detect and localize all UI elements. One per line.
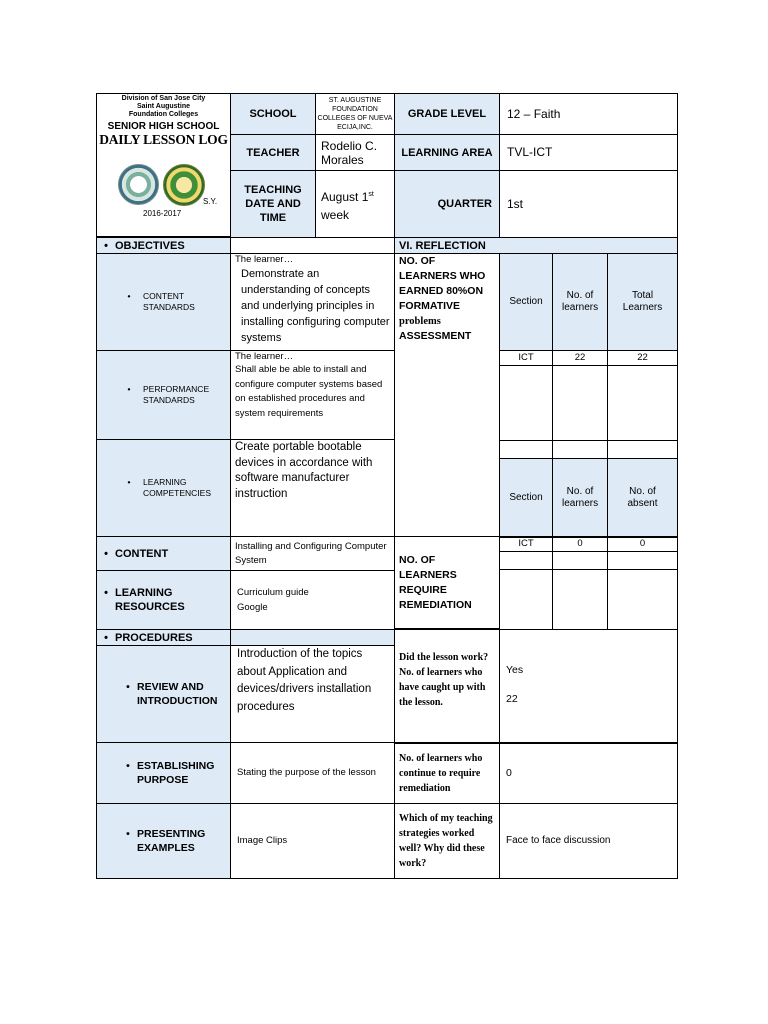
earned-80-label-2: problems	[399, 316, 441, 327]
t1-row-learners	[552, 350, 608, 366]
sy-label: S.Y.	[203, 197, 218, 206]
learning-competencies-label-cell: • LEARNING COMPETENCIES	[96, 439, 231, 537]
reflection-heading-cell	[394, 237, 678, 254]
date-value-cell	[315, 170, 395, 238]
review-value-cell	[230, 645, 395, 743]
t1-header-total-text: Total Learners	[622, 290, 663, 313]
purpose-label: ESTABLISHING PURPOSE	[137, 760, 215, 786]
division-seal-logo	[163, 164, 205, 206]
quarter-label: QUARTER	[437, 198, 492, 210]
objectives-blank-cell	[230, 237, 395, 254]
log-title: DAILY LESSON LOG	[99, 132, 228, 147]
t1-empty-cell	[499, 440, 553, 459]
quarter-label-cell	[394, 170, 500, 238]
school-label: SCHOOL	[249, 108, 297, 120]
earned-80-label-3: ASSESSMENT	[399, 330, 472, 342]
t1-empty-cell	[607, 440, 678, 459]
division-name: Division of San Jose City	[121, 95, 206, 102]
t1-empty-cell	[607, 365, 678, 441]
t2-header-section	[499, 458, 553, 538]
log-header-cell	[96, 93, 231, 237]
t2-empty-cell	[607, 551, 678, 570]
t1-header-learners-text: No. of learners	[562, 290, 599, 313]
caught-up-value: 22	[506, 693, 518, 705]
t2-row-absent	[607, 536, 678, 552]
lesson-work-label: Did the lesson work?	[399, 652, 489, 663]
continue-label: No. of learners who continue to require remediation	[399, 752, 483, 794]
t1-row-total-text: 22	[637, 352, 648, 363]
content-standards-label-cell: • CONTENT STANDARDS	[96, 253, 231, 351]
reflection-heading: VI. REFLECTION	[399, 239, 486, 252]
t2-header-absent	[607, 458, 678, 538]
grade-value-cell	[499, 93, 678, 135]
quarter-value-cell	[499, 170, 678, 238]
t2-row-absent-text: 0	[639, 538, 646, 549]
t1-empty-cell	[499, 365, 553, 441]
examples-text: Image Clips	[237, 835, 288, 846]
content-label: CONTENT	[115, 547, 169, 560]
content-value: Installing and Configuring Computer System	[235, 540, 387, 566]
resources-label-cell: • LEARNING RESOURCES	[96, 570, 231, 630]
quarter-value: 1st	[507, 196, 524, 211]
content-standards-intro: The learner…	[235, 254, 294, 265]
lesson-work-value-cell	[499, 629, 678, 744]
t1-row-learners-text: 22	[574, 352, 586, 363]
resources-value-cell	[230, 570, 395, 630]
school-seal-logo	[118, 164, 159, 205]
purpose-label-cell: • ESTABLISHING PURPOSE	[96, 742, 231, 804]
t1-header-section-text: Section	[509, 296, 543, 307]
t1-header-learners	[552, 253, 608, 351]
procedures-blank-cell	[230, 629, 395, 646]
content-standards-text: Demonstrate an understanding of concepts and underlying principles in installing configuring computer systems	[241, 268, 390, 344]
performance-standards-value-cell	[230, 350, 395, 440]
earned-80-label-cell	[394, 253, 500, 537]
performance-standards-text: Shall able be able to install and configure computer systems based on established procedures and system requirements	[235, 364, 383, 419]
teacher-label: TEACHER	[246, 146, 300, 159]
t1-empty-cell	[552, 440, 608, 459]
content-value-cell	[230, 536, 395, 571]
performance-standards-label: PERFORMANCE STANDARDS	[143, 384, 210, 405]
grade-label-cell	[394, 93, 500, 135]
t2-row-section-text: ICT	[518, 538, 534, 549]
resources-value-2: Google	[237, 602, 268, 613]
review-text: Introduction of the topics about Application and devices/drivers installation procedures	[237, 648, 372, 713]
t2-header-learners-text: No. of learners	[562, 486, 599, 509]
school-label-cell	[230, 93, 316, 135]
content-standards-label: CONTENT STANDARDS	[143, 291, 195, 312]
strategies-value: Face to face discussion	[506, 835, 611, 846]
grade-value: 12 – Faith	[507, 106, 561, 121]
purpose-value-cell	[230, 742, 395, 804]
teacher-value-cell	[315, 134, 395, 171]
performance-standards-intro: The learner…	[235, 351, 294, 362]
teacher-label-cell	[230, 134, 316, 171]
area-label: LEARNING AREA	[401, 146, 493, 159]
shs-label: SENIOR HIGH SCHOOL	[107, 121, 220, 132]
caught-up-label: No. of learners who have caught up with the lesson.	[399, 667, 486, 708]
continue-value-cell	[499, 742, 678, 804]
procedures-heading: PROCEDURES	[115, 631, 193, 644]
lesson-work-label-cell	[394, 629, 500, 744]
continue-value: 0	[506, 767, 512, 779]
earned-80-label-1: NO. OF LEARNERS WHO EARNED 80%ON FORMATIVE	[399, 255, 486, 312]
t2-empty-cell	[552, 551, 608, 570]
objectives-heading: OBJECTIVES	[115, 239, 185, 252]
resources-label: LEARNING RESOURCES	[115, 587, 185, 613]
examples-label-cell: • PRESENTING EXAMPLES	[96, 803, 231, 879]
t2-row-section	[499, 536, 553, 552]
school-value: ST. AUGUSTINE FOUNDATION COLLEGES OF NUEVA ECIJA,INC.	[317, 97, 393, 131]
review-label: REVIEW AND INTRODUCTION	[137, 681, 218, 707]
school-value-cell	[315, 93, 395, 135]
t1-header-section	[499, 253, 553, 351]
examples-value-cell	[230, 803, 395, 879]
learning-competencies-label: LEARNING COMPETENCIES	[143, 477, 212, 498]
date-value	[321, 190, 374, 222]
learning-competencies-value-cell	[230, 439, 395, 537]
grade-label: GRADE LEVEL	[407, 108, 487, 120]
t2-row-learners-text: 0	[577, 538, 583, 549]
t2-row-learners	[552, 536, 608, 552]
t2-header-absent-text: No. of absent	[627, 486, 658, 509]
strategies-label-cell	[394, 803, 500, 879]
t2-empty-cell	[499, 551, 553, 570]
date-label-cell	[230, 170, 316, 238]
date-value-pre: August 1	[321, 190, 369, 204]
examples-label: PRESENTING EXAMPLES	[137, 828, 206, 854]
daily-lesson-log-form	[96, 93, 678, 879]
lesson-work-value: Yes	[506, 664, 524, 676]
procedures-heading-cell: • PROCEDURES	[96, 629, 231, 646]
date-label: TEACHING DATE AND TIME	[244, 184, 302, 224]
t1-row-section	[499, 350, 553, 366]
t2-header-section-text: Section	[509, 492, 543, 503]
t2-empty-cell	[499, 569, 553, 630]
performance-standards-label-cell: • PERFORMANCE STANDARDS	[96, 350, 231, 440]
sy-value: 2016-2017	[143, 209, 182, 218]
teacher-value: Rodelio C. Morales	[321, 138, 378, 167]
strategies-label: Which of my teaching strategies worked well? Why did these work?	[399, 813, 493, 869]
t2-empty-cell	[552, 569, 608, 630]
area-value: TVL-ICT	[507, 145, 553, 159]
content-label-cell: • CONTENT	[96, 536, 231, 571]
learning-competencies-text: Create portable bootable devices in accordance with software manufacturer instruction	[235, 441, 373, 500]
purpose-text: Stating the purpose of the lesson	[237, 767, 376, 778]
content-standards-value-cell	[230, 253, 395, 351]
t1-row-section-text: ICT	[518, 352, 534, 363]
t2-header-learners	[552, 458, 608, 538]
resources-value-1: Curriculum guide	[237, 587, 309, 598]
continue-label-cell	[394, 742, 500, 804]
strategies-value-cell	[499, 803, 678, 879]
area-label-cell	[394, 134, 500, 171]
t1-header-total	[607, 253, 678, 351]
objectives-heading-cell: • OBJECTIVES	[96, 237, 231, 254]
institution-name: Saint Augustine Foundation Colleges	[128, 103, 199, 118]
review-label-cell: • REVIEW AND INTRODUCTION	[96, 645, 231, 743]
date-value-sup: st	[368, 191, 374, 198]
date-value-post: week	[321, 208, 350, 222]
area-value-cell	[499, 134, 678, 171]
remediation-label: NO. OF LEARNERS REQUIRE REMEDIATION	[399, 554, 472, 611]
t2-empty-cell	[607, 569, 678, 630]
t1-empty-cell	[552, 365, 608, 441]
t1-row-total	[607, 350, 678, 366]
remediation-label-cell	[394, 536, 500, 629]
